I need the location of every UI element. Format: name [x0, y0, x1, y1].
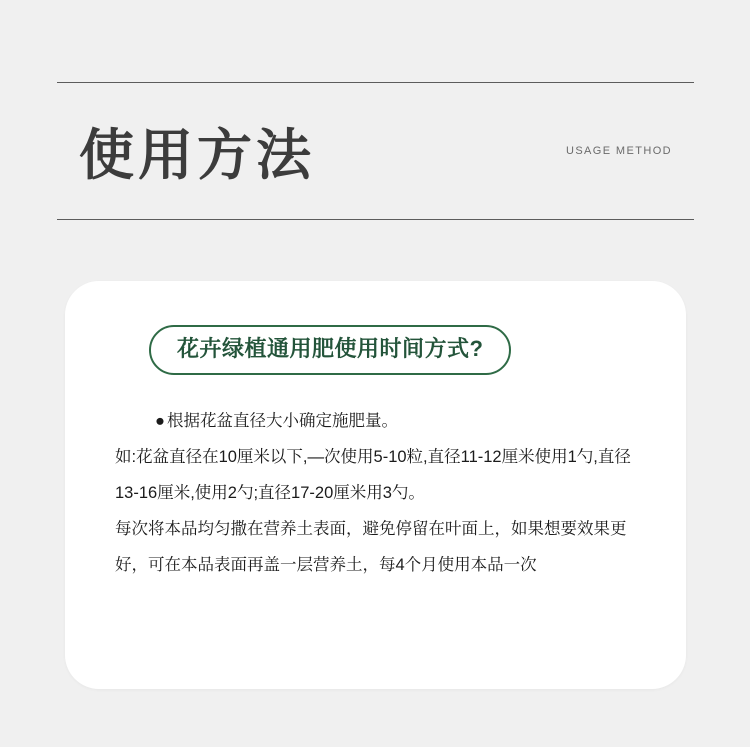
instruction-line-1 — [115, 403, 650, 439]
header-body — [57, 83, 694, 219]
instruction-text-1: 根据花盆直径大小确定施肥量。 — [167, 412, 398, 430]
usage-instructions — [115, 403, 650, 583]
header-section — [57, 82, 694, 220]
instruction-line-3: 每次将本品均匀撒在营养土表面，避免停留在叶面上，如果想要效果更好，可在本品表面再盖一层营养土，每4个月使用本品一次 — [115, 520, 627, 574]
usage-card — [65, 281, 686, 689]
instruction-line-2: 如:花盆直径在10厘米以下,—次使用5-10粒,直径11-12厘米使用1勺,直径13-16厘米,使用2勺;直径17-20厘米用3勺。 — [115, 448, 631, 502]
question-pill-label: 花卉绿植通用肥使用时间方式? — [177, 336, 484, 361]
bullet-icon: ● — [155, 412, 165, 430]
page-subtitle: USAGE METHOD — [565, 145, 672, 157]
question-pill — [149, 325, 511, 375]
header-rule-bottom — [57, 219, 694, 220]
page-title: 使用方法 — [79, 124, 316, 186]
